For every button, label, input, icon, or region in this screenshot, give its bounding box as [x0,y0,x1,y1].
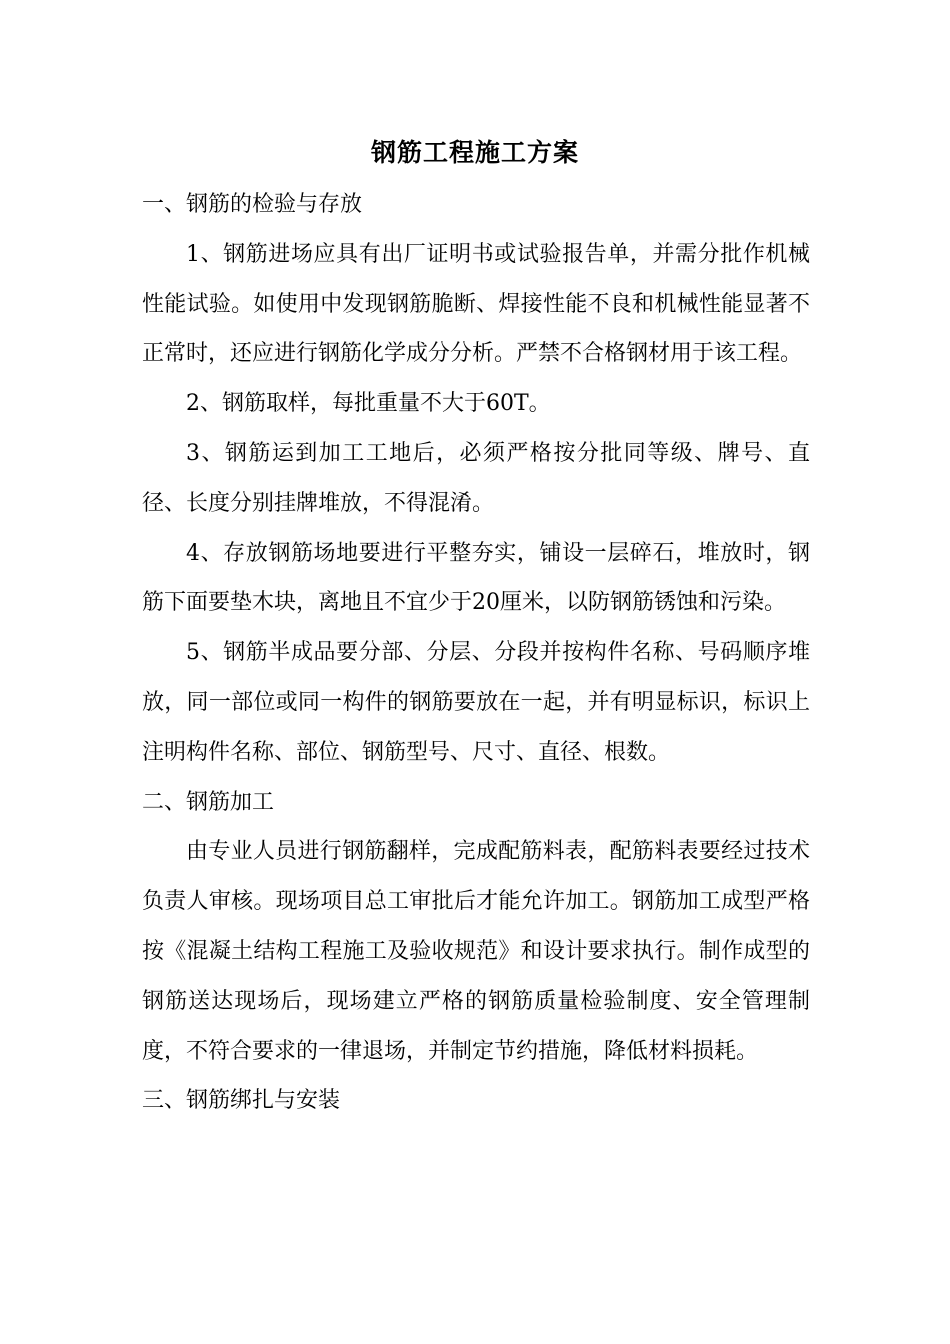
document-body [142,180,810,1126]
paragraph-item-5: 5、钢筋半成品要分部、分层、分段并按构件名称、号码顺序堆放，同一部位或同一构件的钢筋要放在一起，并有明显标识，标识上注明构件名称、部位、钢筋型号、尺寸、直径、根数。 [142,640,810,765]
paragraph-item-4: 4、存放钢筋场地要进行平整夯实，铺设一层碎石，堆放时，钢筋下面要垫木块，离地且不宜少于20厘米，以防钢筋锈蚀和污染。 [142,540,810,616]
paragraph-item-3: 3、钢筋运到加工工地后，必须严格按分批同等级、牌号、直径、长度分别挂牌堆放，不得混淆。 [142,440,810,516]
section-heading-binding-installation: 三、钢筋绑扎与安装 [142,1088,341,1114]
paragraph-processing: 由专业人员进行钢筋翻样，完成配筋料表，配筋料表要经过技术负责人审核。现场项目总工审批后才能允许加工。钢筋加工成型严格按《混凝土结构工程施工及验收规范》和设计要求执行。制作成型的钢筋送达现场后，现场建立严格的钢筋质量检验制度、安全管理制度，不符合要求的一律退场，并制定节约措施，降低材料损耗。 [142,839,810,1064]
section-heading-inspection-storage: 一、钢筋的检验与存放 [142,192,363,217]
paragraph-item-2: 2、钢筋取样，每批重量不大于60T。 [186,391,551,417]
section-heading-processing: 二、钢筋加工 [142,789,275,815]
paragraph-item-1: 1、钢筋进场应具有出厂证明书或试验报告单，并需分批作机械性能试验。如使用中发现钢筋脆断、焊接性能不良和机械性能显著不正常时，还应进行钢筋化学成分分析。严禁不合格钢材用于该工程。 [142,241,810,367]
document-title: 钢筋工程施工方案 [370,138,579,167]
